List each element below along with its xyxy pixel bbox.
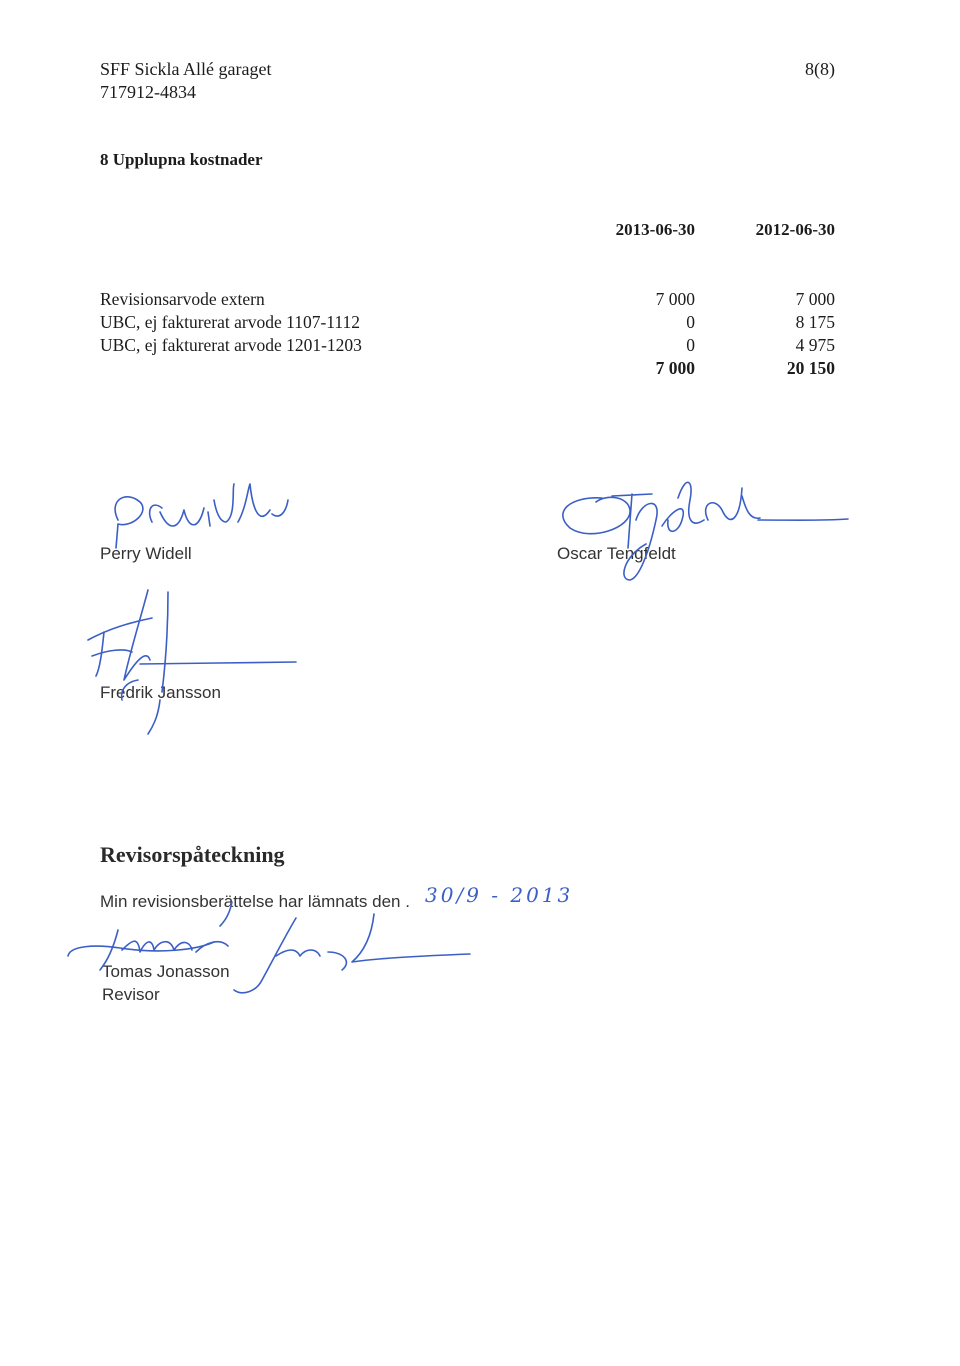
row-value-2013: 0 xyxy=(686,312,695,332)
auditor-role: Revisor xyxy=(102,985,160,1004)
handwritten-date: 30/9 - 2013 xyxy=(425,883,574,907)
signature-tomas-jonasson xyxy=(68,902,470,993)
row-label: Revisionsarvode extern xyxy=(100,289,265,309)
signature-oscar-tengfeldt xyxy=(563,482,848,580)
org-number: 717912-4834 xyxy=(100,82,196,102)
row-value-2013: 7 000 xyxy=(655,289,695,309)
org-name: SFF Sickla Allé garaget xyxy=(100,59,272,79)
row-value-2012: 7 000 xyxy=(795,289,835,309)
note-title: 8 Upplupna kostnader xyxy=(100,150,263,169)
auditor-name: Tomas Jonasson xyxy=(102,962,230,981)
row-value-2012: 8 175 xyxy=(795,312,835,332)
signature-fredrik-jansson xyxy=(88,590,296,734)
signer-name-oscar-tengfeldt: Oscar Tengfeldt xyxy=(557,544,676,563)
column-header-2013: 2013-06-30 xyxy=(615,220,695,239)
page-number: 8(8) xyxy=(805,59,835,79)
row-label: UBC, ej fakturerat arvode 1201-1203 xyxy=(100,335,362,355)
signer-name-perry-widell: Perry Widell xyxy=(100,544,192,563)
signature-perry-widell xyxy=(115,484,288,548)
auditor-statement: Min revisionsberättelse har lämnats den . xyxy=(100,892,410,911)
row-value-2012: 4 975 xyxy=(795,335,835,355)
row-label: UBC, ej fakturerat arvode 1107-1112 xyxy=(100,312,360,332)
total-value-2013: 7 000 xyxy=(655,358,695,378)
total-value-2012: 20 150 xyxy=(786,358,835,378)
row-value-2013: 0 xyxy=(686,335,695,355)
auditor-note-title: Revisorspåteckning xyxy=(100,842,285,867)
column-header-2012: 2012-06-30 xyxy=(755,220,835,239)
signer-name-fredrik-jansson: Fredrik Jansson xyxy=(100,683,221,702)
